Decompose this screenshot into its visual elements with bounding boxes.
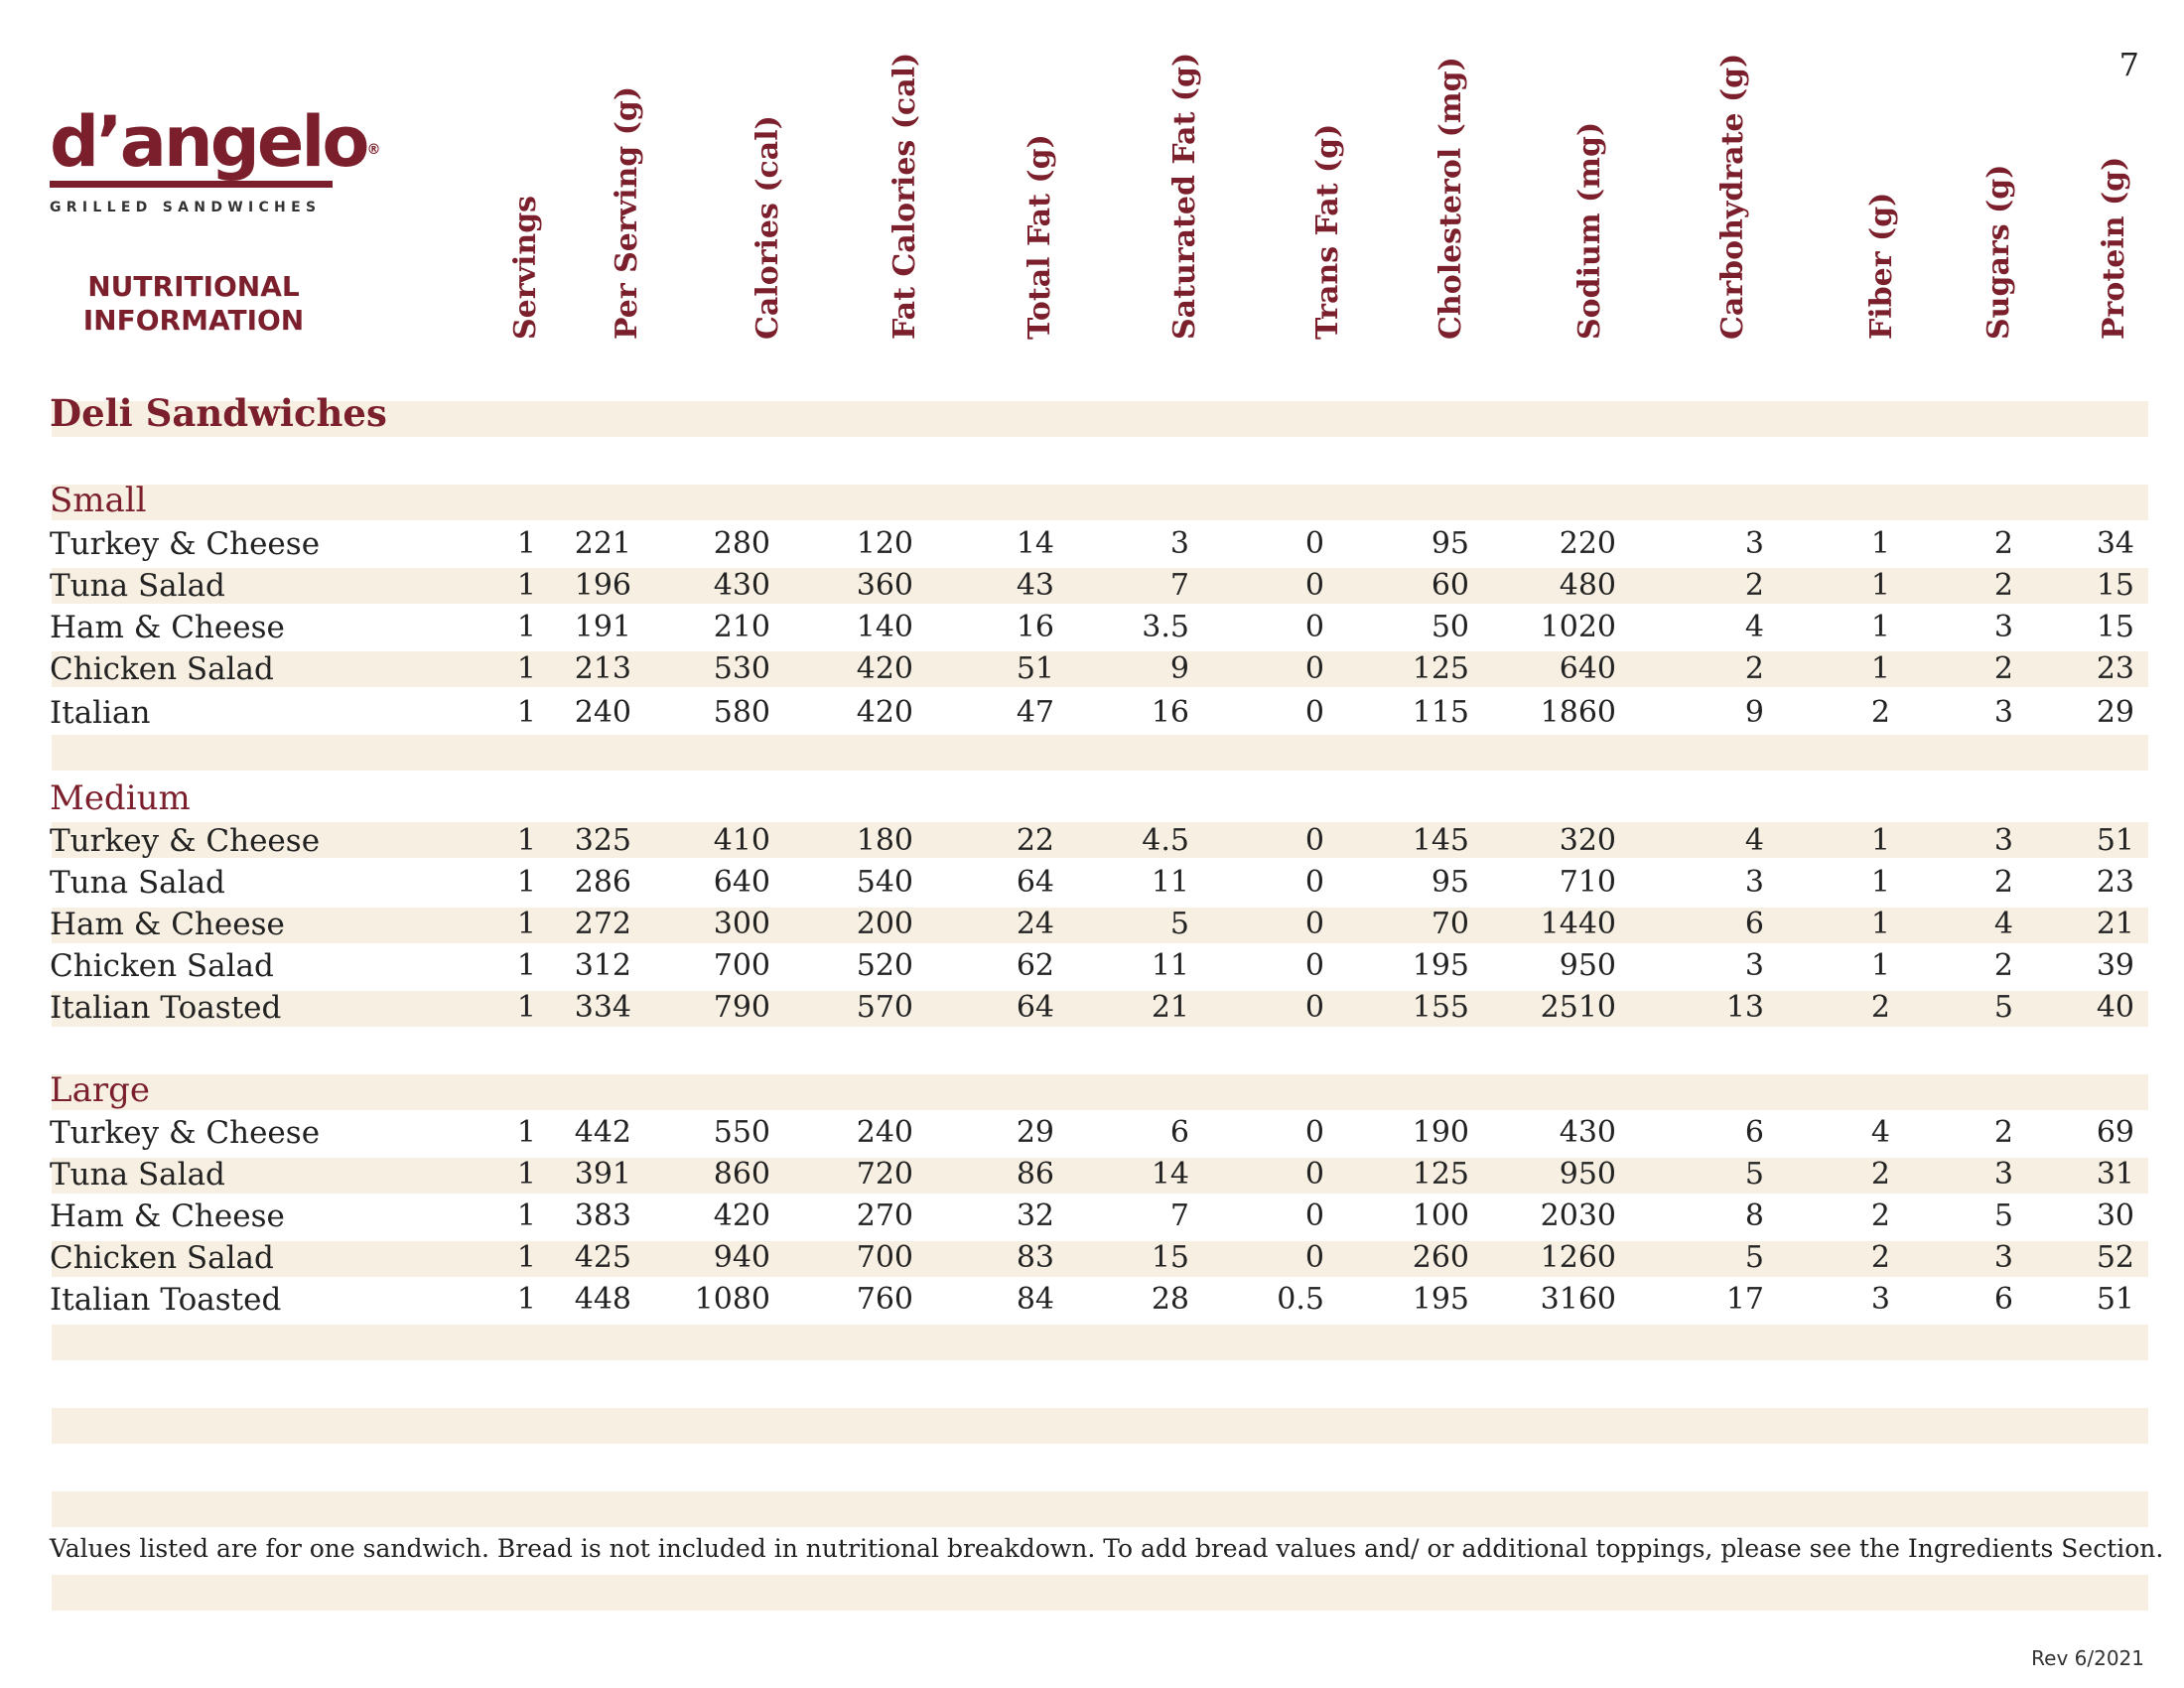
table-cell: 2 (1870, 1198, 1890, 1233)
table-cell: 240 (574, 695, 631, 730)
table-cell: 3 (1744, 865, 1764, 900)
table-cell: 69 (2096, 1115, 2134, 1150)
item-name: Tuna Salad (50, 568, 225, 604)
table-cell: 442 (574, 1115, 631, 1150)
table-cell: 6 (1744, 907, 1764, 941)
table-cell: 4 (1993, 907, 2013, 941)
table-row (0, 607, 2184, 648)
table-cell: 1 (516, 948, 536, 983)
table-cell: 30 (2096, 1198, 2134, 1233)
table-cell: 13 (1725, 990, 1764, 1025)
table-cell: 120 (856, 526, 913, 561)
table-row (0, 945, 2184, 987)
table-cell: 24 (1016, 907, 1054, 941)
table-cell: 196 (574, 568, 631, 603)
table-cell: 21 (2096, 907, 2134, 941)
column-header: Protein (g) (2097, 156, 2131, 340)
table-cell: 320 (1559, 823, 1616, 858)
table-cell: 420 (856, 695, 913, 730)
table-row (0, 987, 2184, 1029)
table-cell: 1 (1870, 907, 1890, 941)
table-cell: 790 (713, 990, 770, 1025)
table-cell: 1 (1870, 823, 1890, 858)
column-header: Carbohydrate (g) (1715, 53, 1750, 340)
table-cell: 280 (713, 526, 770, 561)
table-cell: 860 (713, 1157, 770, 1192)
table-cell: 2 (1993, 568, 2013, 603)
table-cell: 1 (516, 1157, 536, 1192)
table-cell: 47 (1016, 695, 1054, 730)
table-cell: 430 (1559, 1115, 1616, 1150)
table-cell: 1 (516, 651, 536, 686)
table-cell: 1 (1870, 568, 1890, 603)
table-row (0, 820, 2184, 862)
row-band (52, 735, 2148, 771)
table-cell: 480 (1559, 568, 1616, 603)
column-header: Per Serving (g) (610, 85, 644, 340)
item-name: Italian (50, 695, 151, 731)
group-title: Small (50, 481, 147, 520)
table-cell: 100 (1412, 1198, 1469, 1233)
table-cell: 940 (713, 1240, 770, 1275)
table-cell: 1 (516, 568, 536, 603)
table-cell: 0 (1304, 865, 1324, 900)
column-header: Trans Fat (g) (1310, 123, 1345, 340)
table-cell: 15 (2096, 568, 2134, 603)
table-cell: 3 (1993, 1240, 2013, 1275)
row-band (52, 1491, 2148, 1527)
table-cell: 1440 (1540, 907, 1616, 941)
table-cell: 2 (1744, 568, 1764, 603)
table-cell: 1 (1870, 948, 1890, 983)
table-cell: 1020 (1540, 610, 1616, 644)
table-cell: 950 (1559, 948, 1616, 983)
section-title: Deli Sandwiches (50, 391, 387, 435)
table-cell: 60 (1431, 568, 1469, 603)
table-cell: 1 (516, 823, 536, 858)
table-cell: 83 (1016, 1240, 1054, 1275)
table-cell: 0 (1304, 907, 1324, 941)
table-cell: 4 (1870, 1115, 1890, 1150)
table-cell: 383 (574, 1198, 631, 1233)
table-cell: 4.5 (1142, 823, 1189, 858)
table-cell: 1 (1870, 651, 1890, 686)
row-band (52, 1074, 2148, 1110)
table-cell: 520 (856, 948, 913, 983)
table-cell: 0 (1304, 568, 1324, 603)
table-cell: 1 (1870, 865, 1890, 900)
item-name: Ham & Cheese (50, 907, 285, 942)
table-cell: 240 (856, 1115, 913, 1150)
table-cell: 1 (516, 1115, 536, 1150)
table-cell: 51 (2096, 1282, 2134, 1317)
table-cell: 28 (1151, 1282, 1189, 1317)
table-row (0, 1237, 2184, 1279)
table-cell: 1 (516, 907, 536, 941)
table-cell: 540 (856, 865, 913, 900)
table-cell: 22 (1016, 823, 1054, 858)
table-cell: 145 (1412, 823, 1469, 858)
table-cell: 2 (1870, 990, 1890, 1025)
table-cell: 0 (1304, 1240, 1324, 1275)
table-cell: 14 (1016, 526, 1054, 561)
table-cell: 300 (713, 907, 770, 941)
table-cell: 221 (574, 526, 631, 561)
table-cell: 760 (856, 1282, 913, 1317)
table-cell: 51 (1016, 651, 1054, 686)
table-row (0, 1112, 2184, 1154)
item-name: Tuna Salad (50, 865, 225, 901)
table-cell: 95 (1431, 865, 1469, 900)
table-cell: 260 (1412, 1240, 1469, 1275)
item-name: Tuna Salad (50, 1157, 225, 1193)
table-cell: 312 (574, 948, 631, 983)
table-cell: 155 (1412, 990, 1469, 1025)
table-cell: 640 (713, 865, 770, 900)
table-cell: 4 (1744, 823, 1764, 858)
column-header: Sugars (g) (1981, 164, 2016, 340)
table-cell: 0 (1304, 651, 1324, 686)
table-cell: 1 (516, 1198, 536, 1233)
table-cell: 2 (1993, 865, 2013, 900)
table-cell: 410 (713, 823, 770, 858)
table-row (0, 904, 2184, 945)
table-cell: 1260 (1540, 1240, 1616, 1275)
table-cell: 1 (1870, 610, 1890, 644)
table-cell: 6 (1993, 1282, 2013, 1317)
table-cell: 62 (1016, 948, 1054, 983)
group-title: Medium (50, 778, 191, 818)
row-band (52, 1575, 2148, 1611)
column-header: Servings (508, 195, 543, 340)
column-header: Cholesterol (mg) (1433, 57, 1468, 340)
table-cell: 125 (1412, 1157, 1469, 1192)
table-cell: 64 (1016, 865, 1054, 900)
table-cell: 0 (1304, 990, 1324, 1025)
table-cell: 3 (1870, 1282, 1890, 1317)
table-cell: 570 (856, 990, 913, 1025)
item-name: Ham & Cheese (50, 1198, 285, 1234)
table-cell: 710 (1559, 865, 1616, 900)
table-cell: 286 (574, 865, 631, 900)
table-cell: 1 (516, 1282, 536, 1317)
table-cell: 580 (713, 695, 770, 730)
table-cell: 3 (1744, 948, 1764, 983)
table-cell: 2 (1993, 948, 2013, 983)
table-cell: 430 (713, 568, 770, 603)
row-band (52, 485, 2148, 520)
item-name: Italian Toasted (50, 1282, 282, 1318)
table-cell: 2 (1993, 526, 2013, 561)
table-cell: 15 (2096, 610, 2134, 644)
table-cell: 2 (1993, 651, 2013, 686)
table-cell: 0 (1304, 1157, 1324, 1192)
table-cell: 1 (516, 865, 536, 900)
item-name: Turkey & Cheese (50, 823, 321, 859)
table-cell: 16 (1016, 610, 1054, 644)
table-cell: 1860 (1540, 695, 1616, 730)
table-row (0, 648, 2184, 690)
table-cell: 40 (2096, 990, 2134, 1025)
table-cell: 213 (574, 651, 631, 686)
table-cell: 720 (856, 1157, 913, 1192)
table-cell: 420 (713, 1198, 770, 1233)
footnote: Values listed are for one sandwich. Bread is not included in nutritional breakdown. To add bread values and/ or additional toppings, please see the Ingredients Section. (50, 1534, 2164, 1563)
table-cell: 210 (713, 610, 770, 644)
table-cell: 1 (516, 990, 536, 1025)
table-cell: 34 (2096, 526, 2134, 561)
column-header: Calories (cal) (751, 115, 785, 340)
nutritional-information-title: NUTRITIONAL INFORMATION (82, 270, 305, 337)
table-cell: 1080 (694, 1282, 770, 1317)
item-name: Italian Toasted (50, 990, 282, 1026)
table-cell: 64 (1016, 990, 1054, 1025)
table-cell: 9 (1169, 651, 1189, 686)
row-band (52, 1408, 2148, 1444)
table-cell: 2 (1993, 1115, 2013, 1150)
item-name: Chicken Salad (50, 948, 274, 984)
table-cell: 115 (1412, 695, 1469, 730)
table-cell: 0 (1304, 695, 1324, 730)
table-row (0, 862, 2184, 904)
table-cell: 3160 (1540, 1282, 1616, 1317)
item-name: Chicken Salad (50, 651, 274, 687)
table-cell: 5 (1993, 1198, 2013, 1233)
table-cell: 3 (1169, 526, 1189, 561)
table-cell: 3 (1993, 610, 2013, 644)
table-row (0, 692, 2184, 734)
item-name: Ham & Cheese (50, 610, 285, 645)
table-cell: 8 (1744, 1198, 1764, 1233)
column-header: Fiber (g) (1864, 192, 1899, 340)
table-cell: 200 (856, 907, 913, 941)
table-cell: 7 (1169, 568, 1189, 603)
table-cell: 191 (574, 610, 631, 644)
table-cell: 334 (574, 990, 631, 1025)
table-cell: 0 (1304, 526, 1324, 561)
table-cell: 32 (1016, 1198, 1054, 1233)
table-cell: 2 (1744, 651, 1764, 686)
table-row (0, 565, 2184, 607)
table-cell: 2510 (1540, 990, 1616, 1025)
table-cell: 360 (856, 568, 913, 603)
table-cell: 0.5 (1277, 1282, 1324, 1317)
table-cell: 420 (856, 651, 913, 686)
table-cell: 50 (1431, 610, 1469, 644)
table-cell: 9 (1744, 695, 1764, 730)
table-cell: 0 (1304, 948, 1324, 983)
table-cell: 2 (1870, 1157, 1890, 1192)
table-cell: 700 (856, 1240, 913, 1275)
table-cell: 86 (1016, 1157, 1054, 1192)
table-cell: 1 (516, 610, 536, 644)
table-cell: 270 (856, 1198, 913, 1233)
table-cell: 23 (2096, 651, 2134, 686)
item-name: Turkey & Cheese (50, 1115, 321, 1151)
table-cell: 2 (1870, 1240, 1890, 1275)
item-name: Chicken Salad (50, 1240, 274, 1276)
table-cell: 21 (1151, 990, 1189, 1025)
page-number: 7 (2118, 46, 2139, 83)
logo-wordmark (50, 101, 381, 183)
table-cell: 180 (856, 823, 913, 858)
table-cell: 3 (1993, 823, 2013, 858)
table-cell: 16 (1151, 695, 1189, 730)
brand-logo (50, 101, 381, 215)
table-cell: 640 (1559, 651, 1616, 686)
table-cell: 11 (1151, 948, 1189, 983)
table-cell: 5 (1993, 990, 2013, 1025)
table-cell: 17 (1725, 1282, 1764, 1317)
column-header: Sodium (mg) (1572, 121, 1607, 340)
table-cell: 43 (1016, 568, 1054, 603)
table-cell: 1 (516, 695, 536, 730)
table-cell: 51 (2096, 823, 2134, 858)
table-cell: 0 (1304, 823, 1324, 858)
table-cell: 140 (856, 610, 913, 644)
table-cell: 2 (1870, 695, 1890, 730)
table-cell: 70 (1431, 907, 1469, 941)
table-cell: 220 (1559, 526, 1616, 561)
table-cell: 425 (574, 1240, 631, 1275)
table-cell: 448 (574, 1282, 631, 1317)
table-cell: 31 (2096, 1157, 2134, 1192)
table-cell: 325 (574, 823, 631, 858)
table-cell: 5 (1744, 1157, 1764, 1192)
table-cell: 190 (1412, 1115, 1469, 1150)
table-cell: 23 (2096, 865, 2134, 900)
table-cell: 4 (1744, 610, 1764, 644)
table-cell: 5 (1169, 907, 1189, 941)
table-cell: 0 (1304, 1115, 1324, 1150)
table-row (0, 1196, 2184, 1237)
table-cell: 272 (574, 907, 631, 941)
revision-date: Rev 6/2021 (2031, 1646, 2144, 1670)
table-cell: 530 (713, 651, 770, 686)
table-cell: 195 (1412, 1282, 1469, 1317)
column-header: Saturated Fat (g) (1167, 52, 1202, 340)
table-row (0, 1279, 2184, 1321)
table-row (0, 1154, 2184, 1196)
table-cell: 1 (516, 1240, 536, 1275)
table-cell: 391 (574, 1157, 631, 1192)
table-cell: 2030 (1540, 1198, 1616, 1233)
table-cell: 5 (1744, 1240, 1764, 1275)
table-cell: 6 (1744, 1115, 1764, 1150)
table-cell: 3.5 (1142, 610, 1189, 644)
column-header: Fat Calories (cal) (887, 52, 922, 340)
table-cell: 550 (713, 1115, 770, 1150)
table-cell: 7 (1169, 1198, 1189, 1233)
table-cell: 195 (1412, 948, 1469, 983)
table-cell: 1 (516, 526, 536, 561)
registered-mark: ® (366, 142, 381, 158)
table-cell: 15 (1151, 1240, 1189, 1275)
item-name: Turkey & Cheese (50, 526, 321, 562)
table-cell: 125 (1412, 651, 1469, 686)
table-cell: 0 (1304, 610, 1324, 644)
group-title: Large (50, 1070, 150, 1110)
table-cell: 95 (1431, 526, 1469, 561)
table-cell: 29 (1016, 1115, 1054, 1150)
table-cell: 0 (1304, 1198, 1324, 1233)
logo-brand-text: d’angelo (50, 101, 367, 183)
table-cell: 950 (1559, 1157, 1616, 1192)
table-cell: 39 (2096, 948, 2134, 983)
table-cell: 1 (1870, 526, 1890, 561)
table-cell: 3 (1993, 1157, 2013, 1192)
table-cell: 29 (2096, 695, 2134, 730)
table-cell: 84 (1016, 1282, 1054, 1317)
table-cell: 6 (1169, 1115, 1189, 1150)
table-cell: 3 (1993, 695, 2013, 730)
table-cell: 700 (713, 948, 770, 983)
table-cell: 11 (1151, 865, 1189, 900)
column-header: Total Fat (g) (1023, 134, 1057, 340)
table-cell: 52 (2096, 1240, 2134, 1275)
table-row (0, 523, 2184, 565)
logo-tagline: GRILLED SANDWICHES (50, 200, 322, 215)
table-cell: 14 (1151, 1157, 1189, 1192)
row-band (52, 1325, 2148, 1360)
table-cell: 3 (1744, 526, 1764, 561)
